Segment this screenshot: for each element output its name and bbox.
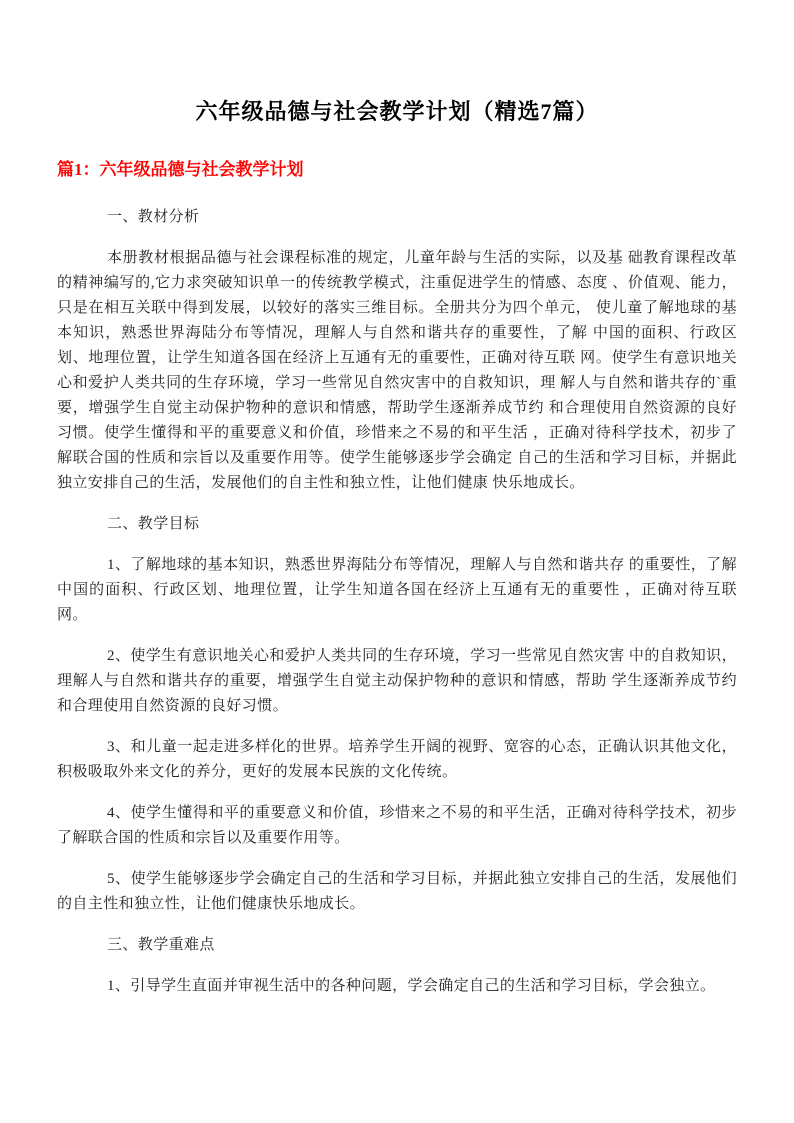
section-heading-key-difficulties: 三、教学重难点: [107, 936, 215, 953]
body-paragraph: 1、了解地球的基本知识，熟悉世界海陆分布等情况，理解人与自然和谐共存 的重要性，了解中国的面积、行政区划、地理位置，让学生知道各国在经济上互通有无的重要性 ，正确对待互联网。: [57, 556, 737, 623]
body-paragraph: 5、使学生能够逐步学会确定自己的生活和学习目标，并据此独立安排自己的生活，发展他们的自主性和独立性，让他们健康快乐地成长。: [57, 870, 737, 912]
body-paragraph: 本册教材根据品德与社会课程标准的规定，儿童年龄与生活的实际，以及基 础教育课程改革的精神编写的,它力求突破知识单一的传统教学模式，注重促进学生的情感、态度 、价值观、能力，只是在相互关联中得到发展，以较好的落实三维目标。全册共分为四个单元， 使儿童了解地球的基本知识，熟悉世界海陆分布等情况，理解人与自然和谐共存的重要性，了解 中国的面积、行政区划、地理位置，让学生知道各国在经济上互通有无的重要性，正确对待互联 网。使学生有意识地关心和爱护人类共同的生存环境，学习一些常见自然灾害中的自救知识，理 解人与自然和谐共存的`重要，增强学生自觉主动保护物种的意识和情感，帮助学生逐渐养成节约 和合理使用自然资源的良好习惯。使学生懂得和平的重要意义和价值，珍惜来之不易的和平生活 ，正确对待科学技术，初步了解联合国的性质和宗旨以及重要作用等。使学生能够逐步学会确定 自己的生活和学习目标，并据此独立安排自己的生活，发展他们的自主性和独立性，让他们健康 快乐地成长。: [57, 249, 737, 491]
document-title: 六年级品德与社会教学计划（精选7篇）: [195, 99, 599, 124]
body-paragraph: 4、使学生懂得和平的重要意义和价值，珍惜来之不易的和平生活，正确对待科学技术，初步了解联合国的性质和宗旨以及重要作用等。: [57, 804, 737, 846]
body-paragraph: 2、使学生有意识地关心和爱护人类共同的生存环境，学习一些常见自然灾害 中的自救知识，理解人与自然和谐共存的重要，增强学生自觉主动保护物种的意识和情感，帮助 学生逐渐养成节约和合理使用自然资源的良好习惯。: [57, 647, 737, 714]
body-paragraph: 1、引导学生直面并审视生活中的各种问题，学会确定自己的生活和学习目标，学会独立。: [107, 977, 716, 994]
section-heading-teaching-goals: 二、教学目标: [107, 515, 200, 532]
article-heading: 篇1：六年级品德与社会教学计划: [57, 159, 304, 179]
body-paragraph: 3、和儿童一起走进多样化的世界。培养学生开阔的视野、宽容的心态，正确认识其他文化，积极吸取外来文化的养分，更好的发展本民族的文化传统。: [57, 738, 737, 780]
section-heading-material-analysis: 一、教材分析: [107, 208, 200, 225]
